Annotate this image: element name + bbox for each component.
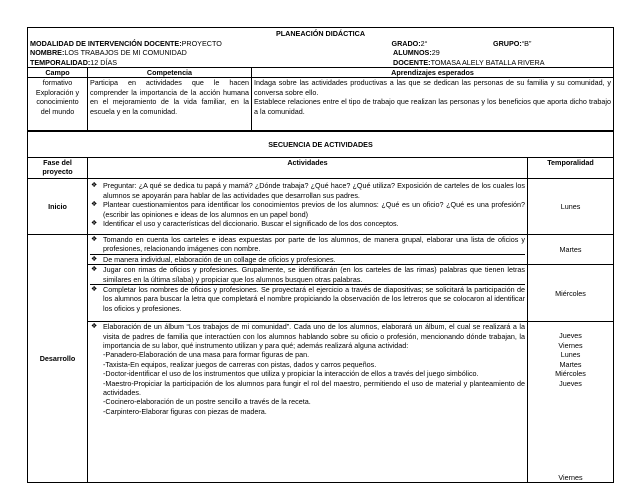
subitem-line: -Panadero-Elaboración de una masa para formar figuras de pan. — [103, 350, 310, 360]
four-diamond-bullet-icon: ❖ — [91, 182, 98, 189]
desarrollo-block-2 — [88, 265, 528, 322]
dia-item: Jueves — [559, 331, 582, 341]
campo-line: Exploración y — [35, 87, 80, 97]
activity-text: Elaboración de un álbum “Los trabajos de mi comunidad”. Cada uno de los alumnos, elaborará un álbum, el cual se realizará a la visita de padres de familia que interactúen con los alumnos hablando sobre su oficio o profesión, mencionando dónde trabajan, la importancia de su labor, qué instrumento utilizan y para qué; además realizará alguna actividad: — [103, 322, 525, 351]
four-diamond-bullet-icon: ❖ — [91, 286, 98, 294]
desarrollo-block-3 — [88, 322, 528, 483]
docente-value: TOMASA ALELY BATALLA RIVERA — [430, 57, 545, 67]
temporalidad-value: 12 DÍAS — [90, 57, 118, 67]
header-row-3 — [30, 58, 611, 68]
aprendizaje-1: Indaga sobre las actividades productivas a las que se dedican las personas de su familia y su comunidad, y conversa sobre ello. — [254, 78, 612, 97]
activity-text: Tomando en cuenta los carteles e ideas expuestas por parte de los alumnos, de manera grupal, elaborar una lista de oficios y profesiones, relacionando imágenes con nombre. — [103, 235, 525, 254]
four-diamond-bullet-icon: ❖ — [91, 255, 98, 263]
inicio-list — [90, 181, 525, 229]
list-item — [90, 235, 525, 254]
docente-label: DOCENTE: — [393, 57, 431, 67]
desarrollo-block-1 — [88, 235, 528, 265]
list-item — [90, 322, 525, 350]
dia-item: Viernes — [558, 340, 583, 350]
list-item — [90, 181, 525, 200]
campo-header: Campo — [28, 68, 88, 78]
desarrollo-list-1 — [90, 235, 525, 264]
activity-text: Identificar el uso y características del diccionario. Buscar el significado de los dos conceptos. — [103, 219, 399, 229]
secuencia-table — [27, 131, 614, 483]
fase-inicio: Inicio — [28, 179, 88, 235]
list-item — [90, 284, 525, 313]
nombre-label: NOMBRE: — [30, 48, 65, 57]
dia-item: Miércoles — [555, 369, 586, 379]
aprendizajes-header: Aprendizajes esperados — [252, 68, 614, 78]
campo-cell — [28, 78, 88, 131]
list-item — [90, 219, 525, 229]
desarrollo-list-3 — [90, 322, 525, 350]
secuencia-title: SECUENCIA DE ACTIVIDADES — [28, 132, 614, 158]
page-title: PLANEACIÓN DIDÁCTICA — [275, 29, 366, 38]
temporalidad-field — [30, 58, 390, 68]
activity-text: Completar los nombres de oficios y profesiones. Se proyectará el ejercicio a través de diapositivas; se solicitará la participación de los alumnos para buscar la letra que completará el nombre propiciando la observación de los letreros que se colocaron al identificar los oficios y profesiones. — [103, 285, 525, 313]
dia-item: Martes — [559, 359, 582, 369]
grupo-field — [493, 39, 611, 49]
subitem-line: -Maestro-Propiciar la participación de los alumnos para fungir el rol del maestro, permitiendo el uso de material y planteamiento de actividades. — [103, 378, 525, 398]
temporalidad-label: TEMPORALIDAD: — [30, 57, 91, 67]
subitem-line: -Doctor-identificar el uso de los instrumentos que utiliza y propiciar la interacción de ellos a través del juego simbólico. — [103, 369, 479, 379]
alumnos-field — [393, 48, 611, 58]
activity-text: Plantear cuestionamientos para identificar los conocimientos previos de los alumnos: ¿Qué es un oficio? ¿Qué es una profesión? (escribir las opiniones e ideas de los alumnos en un papel bond) — [103, 200, 525, 219]
fase-header: Fase del proyecto — [28, 158, 88, 179]
header-row-2 — [30, 48, 611, 58]
activity-text: De manera individual, elaboración de un collage de oficios y profesiones. — [103, 254, 336, 264]
subitem-line: -Cocinero-elaboración de un postre sencillo a través de la receta. — [103, 397, 311, 407]
aprendizajes-cell — [252, 78, 614, 131]
docente-field — [393, 58, 611, 68]
desarrollo-list-2 — [90, 265, 525, 313]
modalidad-field — [30, 39, 390, 49]
subitem-line: -Taxista-En equipos, realizar juegos de carreras con pistas, dados y carros pequeños. — [103, 359, 377, 369]
dia-desarrollo-1: Martes — [528, 235, 614, 265]
temporalidad-header: Temporalidad — [528, 158, 614, 179]
dia-item: Jueves — [559, 378, 582, 388]
aprendizaje-2: Establece relaciones entre el tipo de trabajo que realizan las personas y los beneficios que aporta dicho trabajo a la comunidad. — [254, 97, 612, 116]
four-diamond-bullet-icon: ❖ — [91, 266, 98, 274]
alumnos-value: 29 — [431, 48, 440, 57]
competencia-header: Competencia — [88, 68, 252, 78]
activity-subitems — [90, 350, 525, 416]
nombre-value: LOS TRABAJOS DE MI COMUNIDAD — [64, 48, 187, 57]
dia-inicio: Lunes — [528, 179, 614, 235]
dia-item: Lunes — [560, 350, 581, 360]
four-diamond-bullet-icon: ❖ — [91, 236, 98, 243]
competencia-cell: Participa en actividades que le hacen comprender la importancia de la acción humana en el mejoramiento de la vida familiar, en la escuela y en la comunidad. — [88, 78, 252, 131]
modalidad-value: PROYECTO — [181, 38, 222, 48]
activity-text: Preguntar: ¿A qué se dedica tu papá y mamá? ¿Dónde trabaja? ¿Qué hace? ¿Qué utiliza? Exposición de carteles de los cuales los alumnos se apoyarán para hablar de las actividades que desarrollan sus padres. — [103, 181, 525, 200]
four-diamond-bullet-icon: ❖ — [91, 220, 98, 228]
list-item — [90, 254, 525, 264]
grado-value: 2° — [420, 38, 428, 48]
campo-line: del mundo — [40, 106, 75, 116]
activity-text: Jugar con rimas de oficios y profesiones. Grupalmente, se identificarán (en los carteles de las rimas) palabras que tienen letras similares en la última sílaba) y propiciar que los alumnos busquen otras palabras. — [103, 265, 525, 284]
grado-field — [392, 39, 492, 49]
list-item — [90, 265, 525, 284]
actividades-header: Actividades — [88, 158, 528, 179]
header-table — [27, 27, 614, 131]
header-row-1 — [30, 39, 611, 49]
inicio-activities — [88, 179, 528, 235]
modalidad-label: MODALIDAD DE INTERVENCIÓN DOCENTE: — [30, 38, 182, 48]
four-diamond-bullet-icon: ❖ — [91, 201, 98, 209]
campo-line: conocimiento — [36, 97, 79, 107]
four-diamond-bullet-icon: ❖ — [91, 323, 98, 331]
dia-final: Viernes — [558, 472, 583, 482]
nombre-field — [30, 48, 390, 58]
dia-desarrollo-2: Miércoles — [528, 265, 614, 322]
campo-line: formativo — [42, 78, 73, 88]
fase-desarrollo: Desarrollo — [28, 235, 88, 483]
grupo-value: “B” — [521, 38, 532, 48]
subitem-line: -Carpintero-Elaborar figuras con piezas de madera. — [103, 406, 267, 416]
grupo-label: GRUPO: — [493, 38, 522, 48]
list-item — [90, 200, 525, 219]
dias-desarrollo-3 — [528, 322, 614, 483]
grado-label: GRADO: — [391, 38, 421, 48]
header-info-cell — [28, 28, 614, 68]
alumnos-label: ALUMNOS: — [393, 48, 432, 57]
dias-list — [530, 322, 611, 388]
